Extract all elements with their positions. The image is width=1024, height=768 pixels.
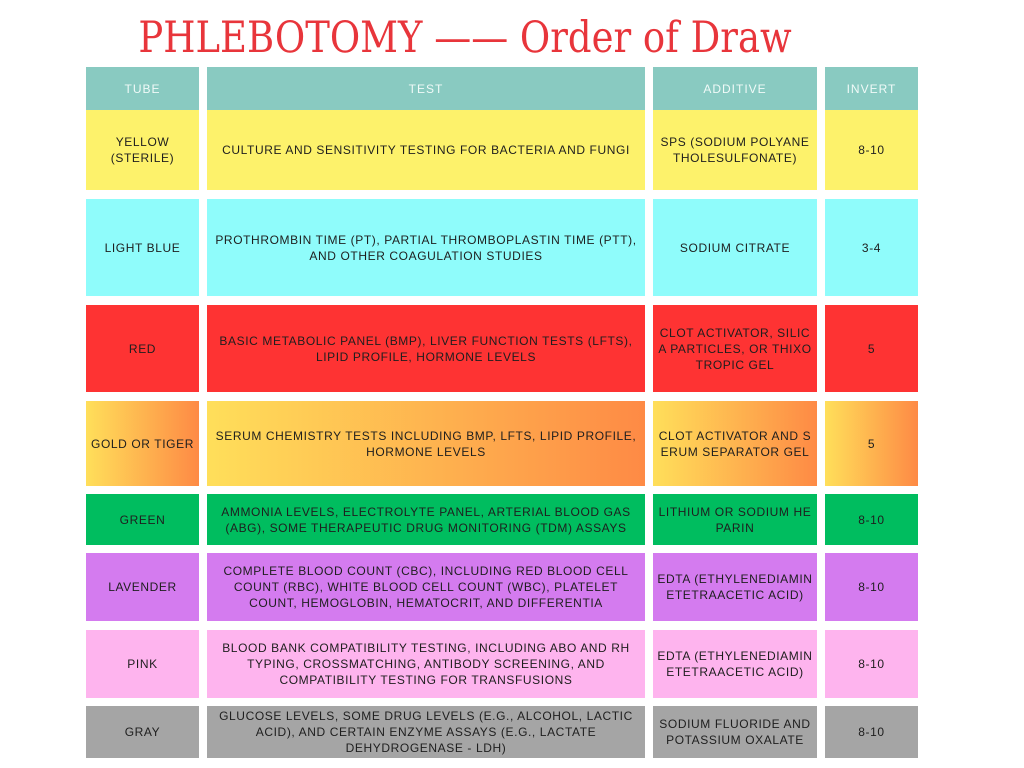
invert-cell: 3-4: [825, 199, 918, 296]
tube-cell: PINK: [86, 630, 199, 698]
test-cell: AMMONIA LEVELS, ELECTROLYTE PANEL, ARTERIAL BLOOD GAS (ABG), SOME THERAPEUTIC DRUG MONITORING (TDM) ASSAYS: [207, 494, 645, 545]
invert-cell: 8-10: [825, 630, 918, 698]
invert-cell: 8-10: [825, 706, 918, 758]
additive-cell: LITHIUM OR SODIUM HEPARIN: [653, 494, 817, 545]
header-tube: TUBE: [86, 67, 199, 110]
test-cell: GLUCOSE LEVELS, SOME DRUG LEVELS (E.G., ALCOHOL, LACTIC ACID), AND CERTAIN ENZYME ASSAYS (E.G., LACTATE DEHYDROGENASE - LDH): [207, 706, 645, 758]
tube-cell: RED: [86, 305, 199, 392]
header-test: TEST: [207, 67, 645, 110]
additive-cell: CLOT ACTIVATOR AND SERUM SEPARATOR GEL: [653, 401, 817, 486]
test-cell: BLOOD BANK COMPATIBILITY TESTING, INCLUDING ABO AND RH TYPING, CROSSMATCHING, ANTIBODY SCREENING, AND COMPATIBILITY TESTING FOR TRANSFUSIONS: [207, 630, 645, 698]
header-additive: ADDITIVE: [653, 67, 817, 110]
additive-cell: EDTA (ETHYLENEDIAMINETETRAACETIC ACID): [653, 553, 817, 621]
test-cell: SERUM CHEMISTRY TESTS INCLUDING BMP, LFTS, LIPID PROFILE, HORMONE LEVELS: [207, 401, 645, 486]
additive-cell: EDTA (ETHYLENEDIAMINETETRAACETIC ACID): [653, 630, 817, 698]
test-cell: PROTHROMBIN TIME (PT), PARTIAL THROMBOPLASTIN TIME (PTT), AND OTHER COAGULATION STUDIES: [207, 199, 645, 296]
invert-cell: 8-10: [825, 494, 918, 545]
test-cell: COMPLETE BLOOD COUNT (CBC), INCLUDING RED BLOOD CELL COUNT (RBC), WHITE BLOOD CELL COUNT (WBC), PLATELET COUNT, HEMOGLOBIN, HEMATOCRIT, AND DIFFERENTIA: [207, 553, 645, 621]
invert-cell: 8-10: [825, 553, 918, 621]
tube-cell: GREEN: [86, 494, 199, 545]
invert-cell: 5: [825, 305, 918, 392]
additive-cell: CLOT ACTIVATOR, SILICA PARTICLES, OR THIXOTROPIC GEL: [653, 305, 817, 392]
tube-cell: GRAY: [86, 706, 199, 758]
tube-cell: LAVENDER: [86, 553, 199, 621]
additive-cell: SODIUM FLUORIDE AND POTASSIUM OXALATE: [653, 706, 817, 758]
tube-cell: LIGHT BLUE: [86, 199, 199, 296]
invert-cell: 5: [825, 401, 918, 486]
additive-cell: SPS (SODIUM POLYANETHOLESULFONATE): [653, 110, 817, 190]
invert-cell: 8-10: [825, 110, 918, 190]
tube-cell: YELLOW (STERILE): [86, 110, 199, 190]
test-cell: CULTURE AND SENSITIVITY TESTING FOR BACTERIA AND FUNGI: [207, 110, 645, 190]
header-invert: INVERT: [825, 67, 918, 110]
additive-cell: SODIUM CITRATE: [653, 199, 817, 296]
page-title: PHLEBOTOMY —— Order of Draw: [138, 13, 792, 63]
tube-cell: GOLD OR TIGER: [86, 401, 199, 486]
test-cell: BASIC METABOLIC PANEL (BMP), LIVER FUNCTION TESTS (LFTS), LIPID PROFILE, HORMONE LEVELS: [207, 305, 645, 392]
